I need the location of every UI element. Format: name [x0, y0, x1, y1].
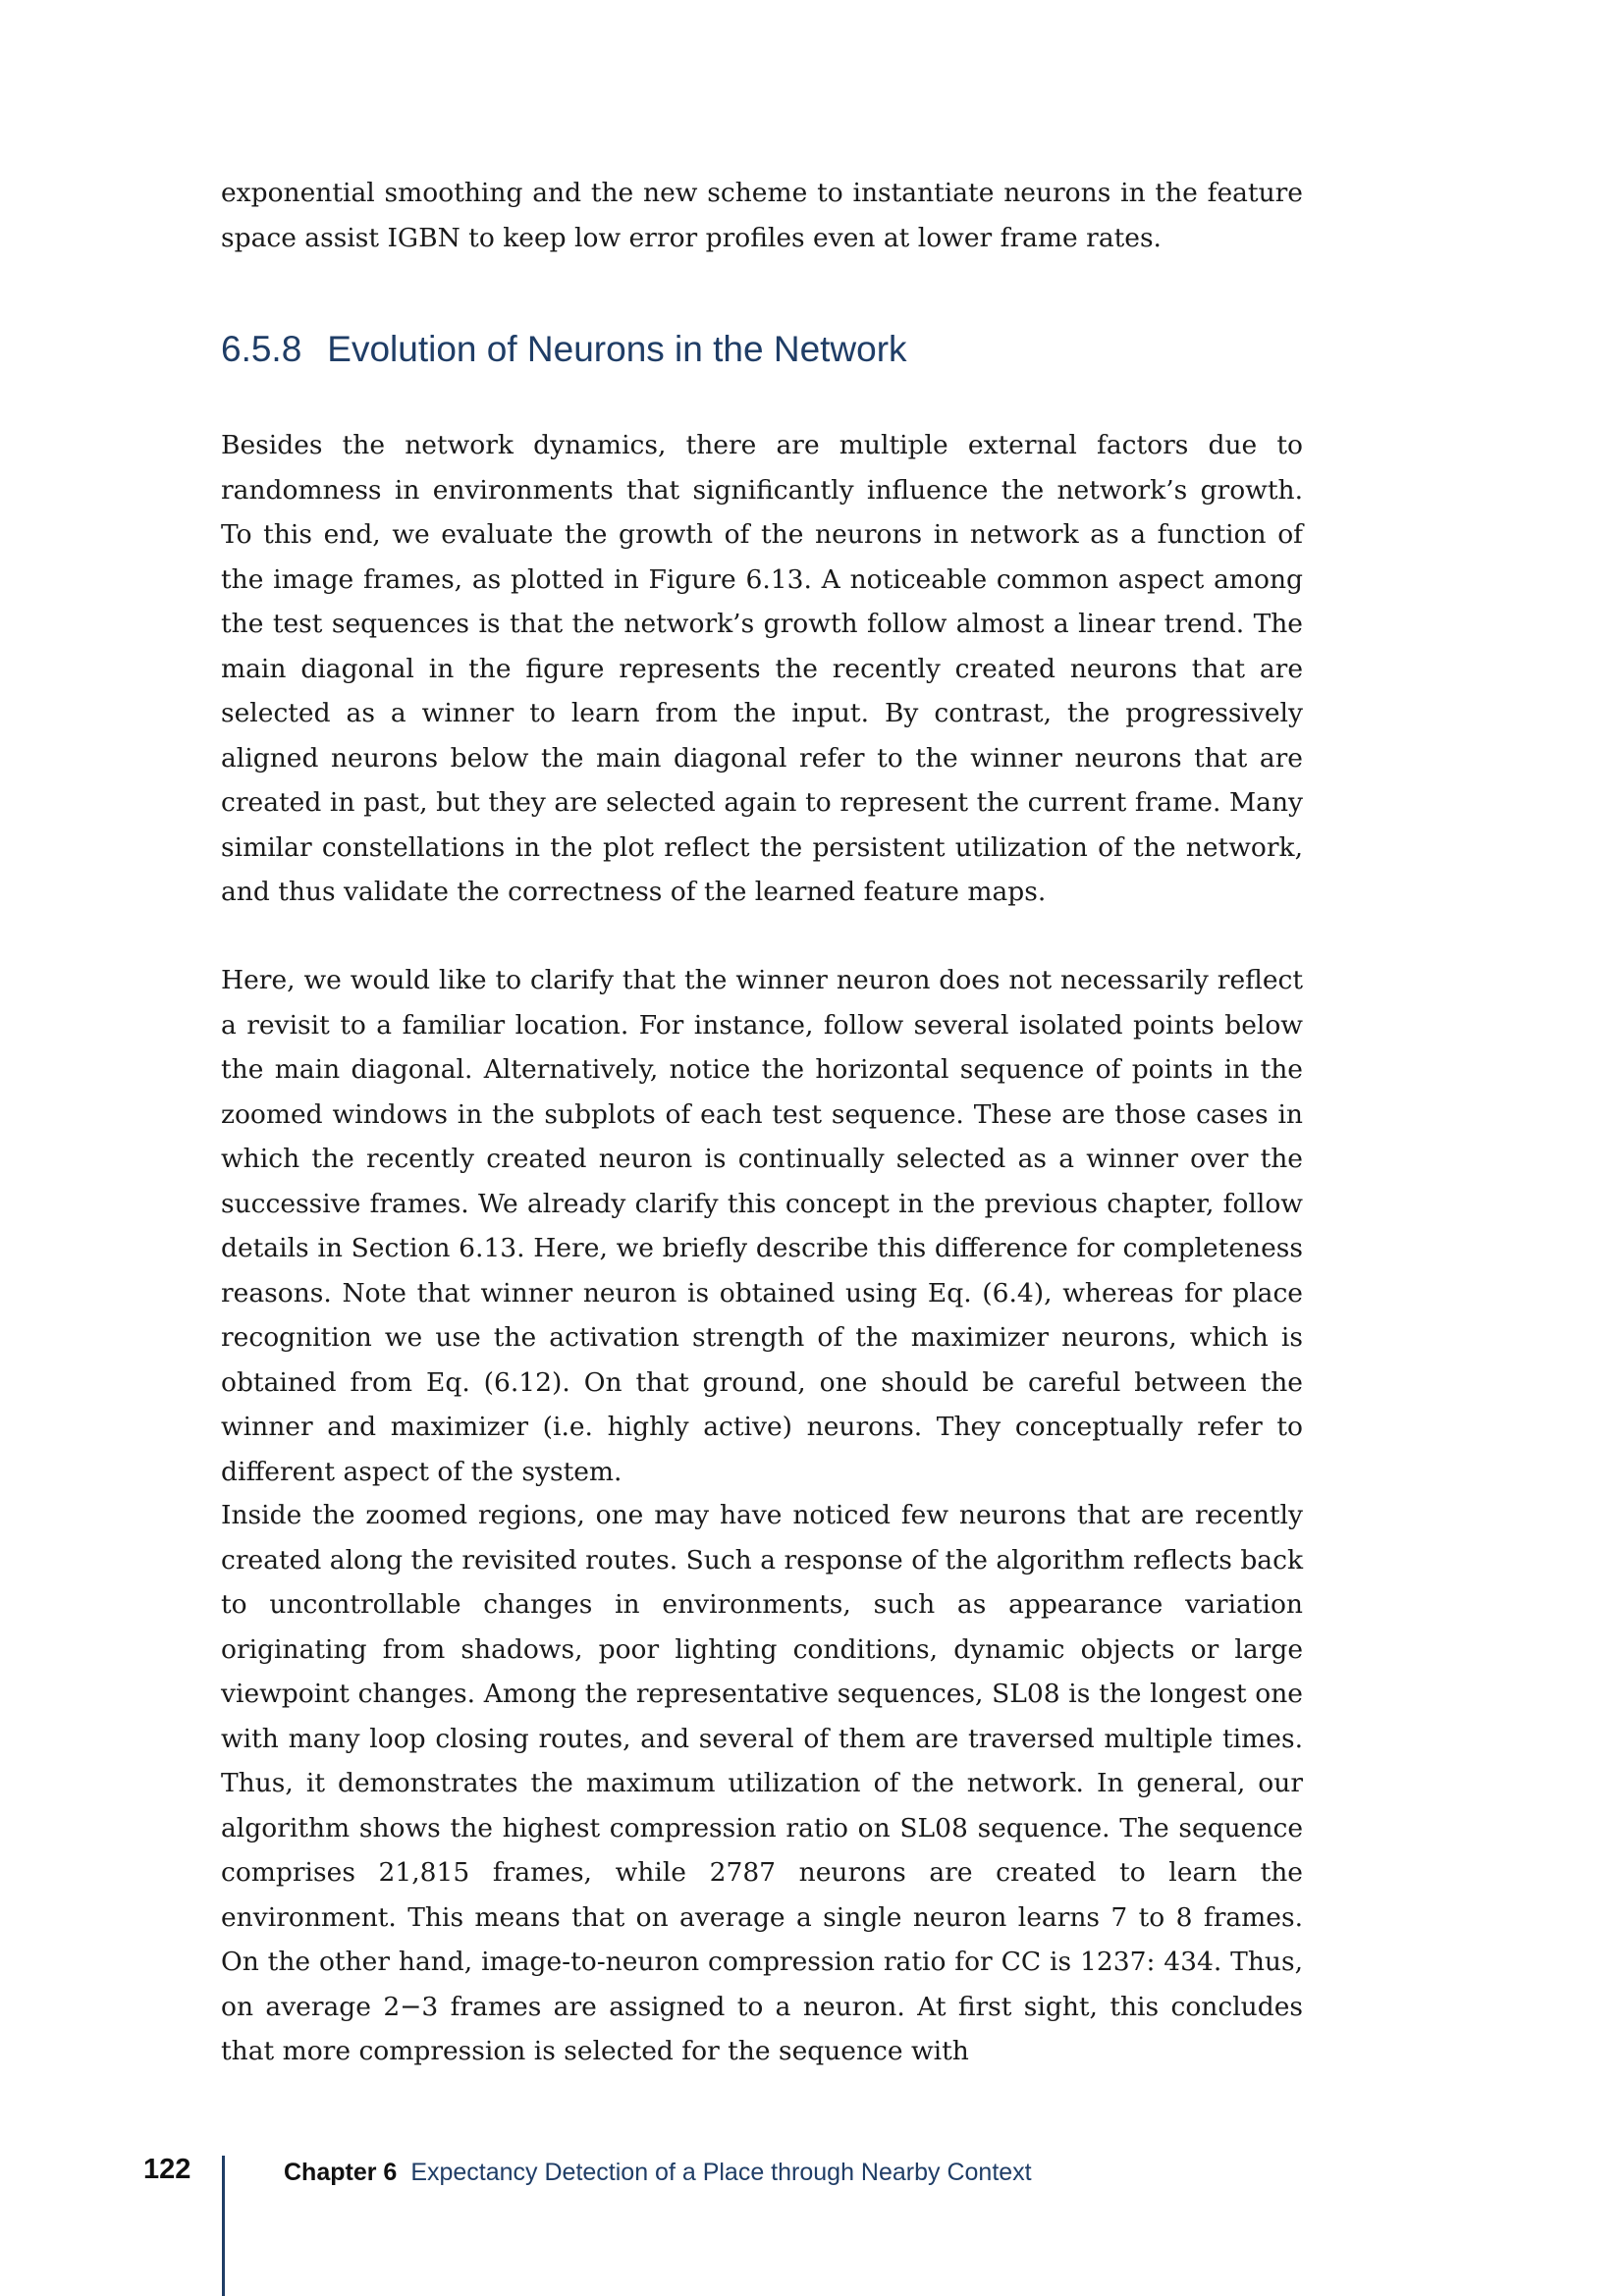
running-footer [284, 2159, 1032, 2187]
paragraph-block-1 [221, 423, 1303, 915]
chapter-label: Chapter 6 [284, 2159, 398, 2186]
page-number: 122 [143, 2154, 191, 2185]
intro-paragraph-block [221, 171, 1303, 260]
section-heading [221, 329, 907, 370]
footer-vertical-rule [222, 2156, 225, 2296]
section-number: 6.5.8 [221, 329, 302, 369]
body-paragraph: Besides the network dynamics, there are multiple external factors due to randomness in environments that significantly influence the network’s growth. To this end, we evaluate the growth of the neurons in network as a function of the image frames, as plotted in Figure 6.13. A noticeable common aspect among the test sequences is that the network’s growth follow almost a linear trend. The main diagonal in the figure represents the recently created neurons that are selected as a winner to learn from the input. By contrast, the progressively aligned neurons below the main diagonal refer to the winner neurons that are created in past, but they are selected again to represent the current frame. Many similar constellations in the plot reflect the persistent utilization of the network, and thus validate the correctness of the learned feature maps. [221, 430, 1303, 907]
chapter-title: Expectancy Detection of a Place through Nearby Context [410, 2159, 1032, 2186]
section-title: Evolution of Neurons in the Network [327, 329, 907, 369]
body-paragraph: Here, we would like to clarify that the winner neuron does not necessarily reflect a revisit to a familiar location. For instance, follow several isolated points below the main diagonal. Alternatively, notice the horizontal sequence of points in the zoomed windows in the subplots of each test sequence. These are those cases in which the recently created neuron is continually selected as a winner over the successive frames. We already clarify this concept in the previous chapter, follow details in Section 6.13. Here, we briefly describe this difference for completeness reasons. Note that winner neuron is obtained using Eq. (6.4), whereas for place recognition we use the activation strength of the maximizer neurons, which is obtained from Eq. (6.12). On that ground, one should be careful between the winner and maximizer (i.e. highly active) neurons. They conceptually refer to different aspect of the system. [221, 965, 1303, 1487]
intro-paragraph: exponential smoothing and the new scheme to instantiate neurons in the feature space assist IGBN to keep low error profiles even at lower frame rates. [221, 178, 1303, 253]
paragraph-block-3 [221, 1493, 1303, 2074]
body-paragraph: Inside the zoomed regions, one may have noticed few neurons that are recently created along the revisited routes. Such a response of the algorithm reflects back to uncontrollable changes in environments, such as appearance variation originating from shadows, poor lighting conditions, dynamic objects or large viewpoint changes. Among the representative sequences, SL08 is the longest one with many loop closing routes, and several of them are traversed multiple times. Thus, it demonstrates the maximum utilization of the network. In general, our algorithm shows the highest compression ratio on SL08 sequence. The sequence comprises 21,815 frames, while 2787 neurons are created to learn the environment. This means that on average a single neuron learns 7 to 8 frames. On the other hand, image-to-neuron compression ratio for CC is 1237: 434. Thus, on average 2−3 frames are assigned to a neuron. At first sight, this concludes that more compression is selected for the sequence with [221, 1500, 1303, 2066]
paragraph-block-2 [221, 958, 1303, 1494]
